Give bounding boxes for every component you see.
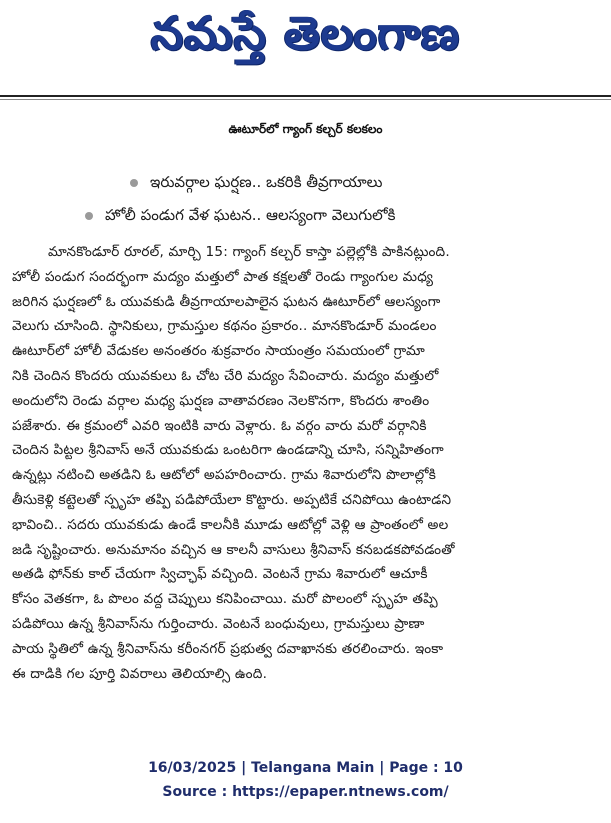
body-line: పడిపోయి ఉన్న శ్రీనివాస్‌ను గుర్తించారు. వెంటనే బంధువులు, గ్రామస్తులు ప్రాణా	[12, 615, 425, 632]
article-body	[12, 240, 597, 750]
body-line: వెలుగు చూసింది. స్థానికులు, గ్రామస్తుల కథనం ప్రకారం.. మానకొండూర్ మండలం	[12, 318, 437, 335]
body-line: నికి చెందిన కొందరు యువకులు ఓ చోట చేరి మద్యం సేవించారు. మద్యం మత్తులో	[12, 367, 439, 384]
body-line: చెందిన పిట్టల శ్రీనివాస్ అనే యువకుడు ఒంటరిగా ఉండడాన్ని చూసి, సన్నిహితంగా	[12, 442, 444, 459]
bullet-icon	[130, 179, 138, 187]
body-line: ఉన్నట్లు నటించి అతడిని ఓ ఆటోలో అపహరించారు. గ్రామ శివారులోని పొలాల్లోకి	[12, 467, 436, 484]
masthead-divider	[0, 95, 611, 97]
subhead-text: ఇరువర్గాల ఘర్షణ.. ఒకరికి తీవ్రగాయాలు	[150, 173, 383, 191]
body-line: పాయ స్థితిలో ఉన్న శ్రీనివాస్‌ను కరీంనగర్ ప్రభుత్వ దవాఖానకు తరలించారు. ఇంకా	[12, 640, 444, 657]
body-line: హోలీ పండుగ సందర్భంగా మద్యం మత్తులో పాత కక్షలతో రెండు గ్యాంగుల మధ్య	[12, 268, 434, 285]
subhead-text: హోలీ పండుగ వేళ ఘటన.. ఆలస్యంగా వెలుగులోకి	[105, 206, 396, 224]
masthead	[0, 0, 611, 78]
article-headline: ఊటూర్‌లో గ్యాంగ్ కల్చర్ కలకలం	[228, 122, 383, 136]
body-line: అతడి ఫోన్‌కు కాల్ చేయగా స్విచ్ఛాఫ్ వచ్చింది. వెంటనే గ్రామ శివారులో ఆచూకీ	[12, 566, 428, 583]
body-line: తీసుకెళ్లి కట్టెలతో స్పృహ తప్పి పడిపోయేలా కొట్టారు. అప్పటికే చనిపోయి ఉంటాడని	[12, 491, 452, 508]
body-line: కోసం వెతకగా, ఓ పొలం వద్ద చెప్పులు కనిపించాయి. మరో పొలంలో స్పృహ తప్పి	[12, 591, 438, 608]
subhead-2	[85, 206, 396, 228]
body-line: మానకొండూర్ రూరల్, మార్చి 15: గ్యాంగ్ కల్చర్ కాస్తా పల్లెల్లోకి పాకినట్లుంది.	[48, 244, 450, 260]
body-line: భావించి.. సదరు యువకుడు ఉండే కాలనీకి మూడు ఆటోల్లో వెళ్లి ఆ ప్రాంతంలో అల	[12, 516, 449, 533]
bullet-icon	[85, 212, 93, 220]
masthead-divider-thin	[0, 99, 611, 100]
subhead-1	[130, 173, 382, 195]
footer-date-page: 16/03/2025 | Telangana Main | Page : 10	[148, 760, 463, 776]
body-line: ఊటూర్‌లో హోలీ వేడుకల అనంతరం శుక్రవారం సాయంత్రం సమయంలో గ్రామా	[12, 343, 425, 360]
masthead-logo: నమస్తే తెలంగాణ	[150, 6, 461, 60]
body-line: అందులోని రెండు వర్గాల మధ్య ఘర్షణ వాతావరణం నెలకొనగా, కొందరు శాంతిం	[12, 392, 430, 409]
body-line: పజేశారు. ఈ క్రమంలో ఎవరి ఇంటికి వారు వెళ్లారు. ఓ వర్గం వారు మరో వర్గానికి	[12, 417, 427, 434]
body-line: జడి సృష్టించారు. అనుమానం వచ్చిన ఆ కాలనీ వాసులు శ్రీనివాస్ కనబడకపోవడంతో	[12, 541, 455, 558]
footer-source: Source : https://epaper.ntnews.com/	[162, 784, 449, 800]
body-line: జరిగిన ఘర్షణలో ఓ యువకుడి తీవ్రగాయాలపాలైన ఘటన ఊటూర్‌లో ఆలస్యంగా	[12, 293, 441, 310]
body-line: ఈ దాడికి గల పూర్తి వివరాలు తెలియాల్సి ఉంది.	[12, 665, 268, 682]
